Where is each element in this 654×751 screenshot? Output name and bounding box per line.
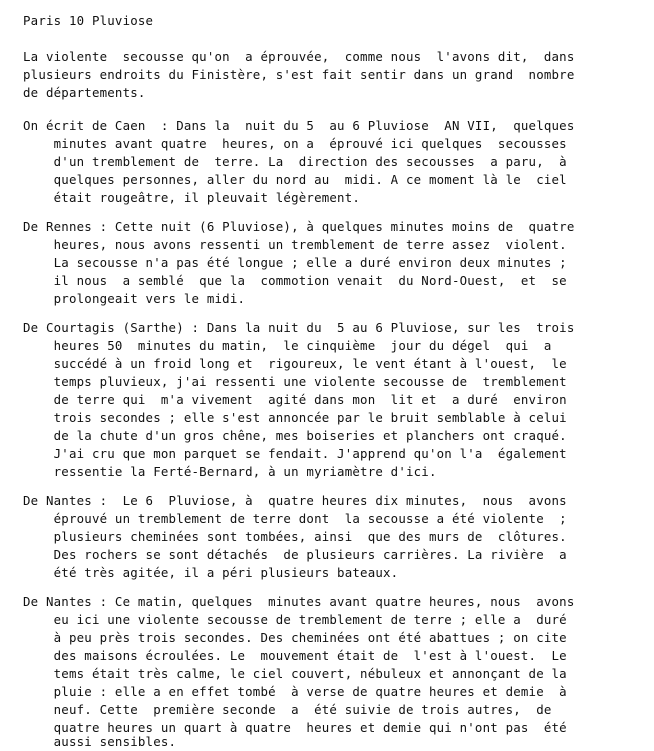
paragraph-line: plusieurs endroits du Finistère, s'est fait sentir dans un grand nombre bbox=[23, 67, 575, 82]
paragraph-line: temps pluvieux, j'ai ressenti une violente secousse de tremblement bbox=[23, 374, 567, 389]
paragraph-line: il nous a semblé que la commotion venait du Nord-Ouest, et se bbox=[23, 273, 567, 288]
paragraph-line: pluie : elle a en effet tombé à verse de quatre heures et demie à bbox=[23, 684, 567, 699]
paragraph-line: Des rochers se sont détachés de plusieurs carrières. La rivière a bbox=[23, 547, 567, 562]
paragraph-line: J'ai cru que mon parquet se fendait. J'apprend qu'on l'a également bbox=[23, 446, 567, 461]
paragraph-line: heures 50 minutes du matin, le cinquième jour du dégel qui a bbox=[23, 338, 552, 353]
paragraph-line: La violente secousse qu'on a éprouvée, comme nous l'avons dit, dans bbox=[23, 49, 575, 64]
paragraph-line: ressentie la Ferté-Bernard, à un myriamètre d'ici. bbox=[23, 464, 437, 479]
paragraph-line: De Rennes : Cette nuit (6 Pluviose), à quelques minutes moins de quatre bbox=[23, 219, 575, 234]
document-header: Paris 10 Pluviose bbox=[23, 13, 154, 28]
paragraph-line: eu ici une violente secousse de tremblement de terre ; elle a duré bbox=[23, 612, 567, 627]
paragraph-line: minutes avant quatre heures, on a éprouvé ici quelques secousses bbox=[23, 136, 567, 151]
paragraph-line: d'un tremblement de terre. La direction des secousses a paru, à bbox=[23, 154, 567, 169]
paragraph-line: de terre qui m'a vivement agité dans mon lit et a duré environ bbox=[23, 392, 567, 407]
paragraph-line: De Nantes : Le 6 Pluviose, à quatre heures dix minutes, nous avons bbox=[23, 493, 567, 508]
paragraph-line: On écrit de Caen : Dans la nuit du 5 au 6 Pluviose AN VII, quelques bbox=[23, 118, 575, 133]
paragraph-line: succédé à un froid long et rigoureux, le vent étant à l'ouest, le bbox=[23, 356, 567, 371]
paragraph-line: de la chute d'un gros chêne, mes boiseries et planchers ont craqué. bbox=[23, 428, 567, 443]
paragraph-line: De Nantes : Ce matin, quelques minutes avant quatre heures, nous avons bbox=[23, 594, 575, 609]
paragraph-line: trois secondes ; elle s'est annoncée par le bruit semblable à celui bbox=[23, 410, 567, 425]
paragraph-line: prolongeait vers le midi. bbox=[23, 291, 246, 306]
paragraph-line: quelques personnes, aller du nord au midi. A ce moment là le ciel bbox=[23, 172, 567, 187]
paragraph-line: quatre heures un quart à quatre heures et demie qui n'ont pas été bbox=[23, 720, 567, 735]
paragraph-line: heures, nous avons ressenti un tremblement de terre assez violent. bbox=[23, 237, 567, 252]
paragraph-line: aussi sensibles. bbox=[23, 734, 177, 749]
paragraph-line: à peu près trois secondes. Des cheminées ont été abattues ; on cite bbox=[23, 630, 567, 645]
paragraph-line: des maisons écroulées. Le mouvement était de l'est à l'ouest. Le bbox=[23, 648, 567, 663]
paragraph-line: de départements. bbox=[23, 85, 146, 100]
paragraph-line: plusieurs cheminées sont tombées, ainsi que des murs de clôtures. bbox=[23, 529, 567, 544]
paragraph-line: été très agitée, il a péri plusieurs bateaux. bbox=[23, 565, 399, 580]
paragraph-line: La secousse n'a pas été longue ; elle a duré environ deux minutes ; bbox=[23, 255, 567, 270]
paragraph-line: tems était très calme, le ciel couvert, nébuleux et annonçant de la bbox=[23, 666, 567, 681]
paragraph-line: neuf. Cette première seconde a été suivie de trois autres, de bbox=[23, 702, 552, 717]
paragraph-line: était rougeâtre, il pleuvait légèrement. bbox=[23, 190, 361, 205]
paragraph-line: éprouvé un tremblement de terre dont la secousse a été violente ; bbox=[23, 511, 567, 526]
paragraph-line: De Courtagis (Sarthe) : Dans la nuit du 5 au 6 Pluviose, sur les trois bbox=[23, 320, 575, 335]
